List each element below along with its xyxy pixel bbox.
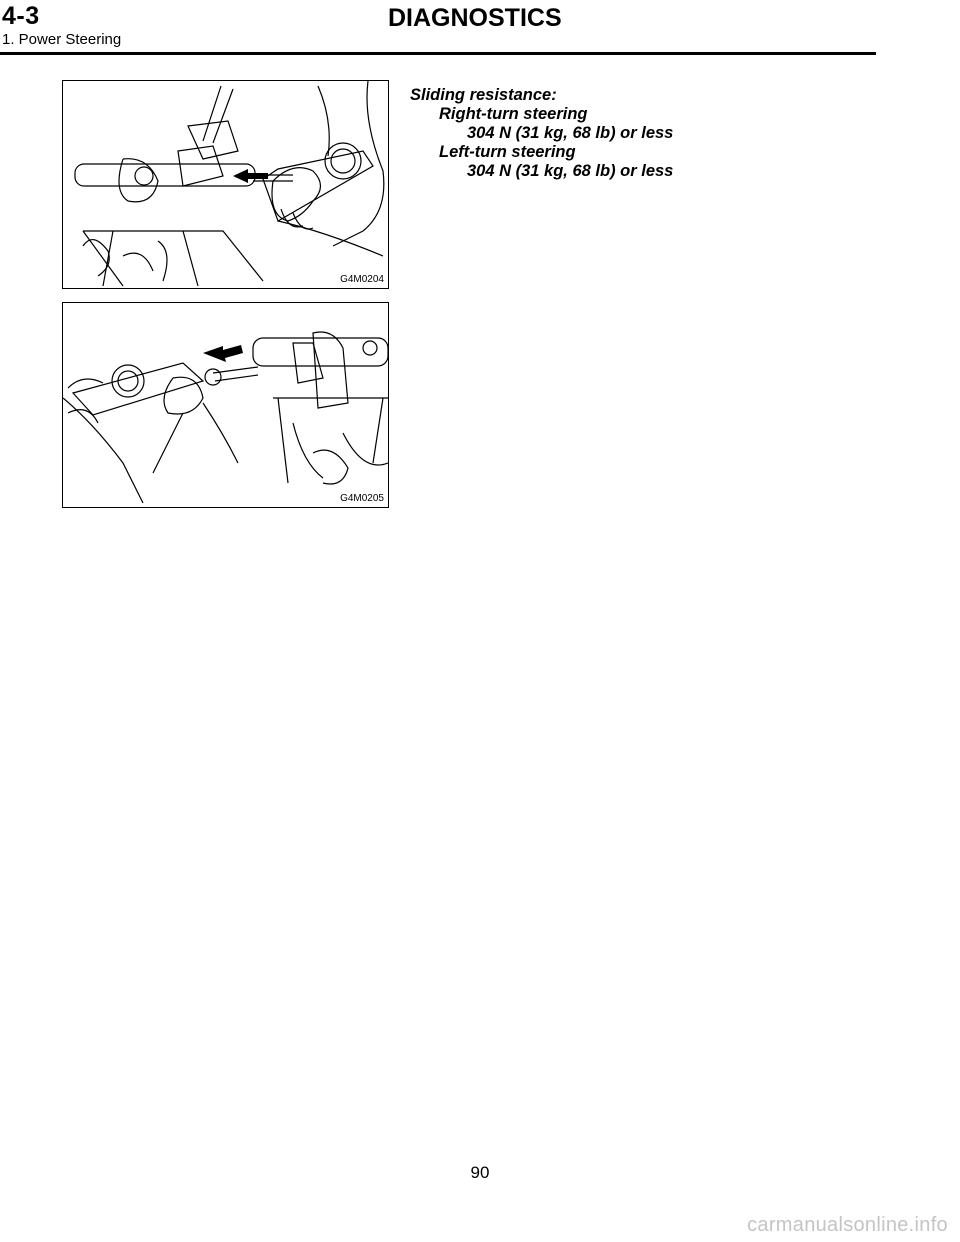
watermark: carmanualsonline.info	[747, 1214, 948, 1236]
spec-left-label: Left-turn steering	[439, 143, 576, 161]
page-number: 90	[470, 1163, 490, 1182]
steering-gearbox-push-gauge-illustration	[63, 303, 388, 507]
spec-right-value: 304 N (31 kg, 68 lb) or less	[467, 124, 674, 142]
figure-code: G4M0204	[340, 274, 384, 285]
figure-g4m0205	[62, 302, 389, 508]
figure-g4m0204	[62, 80, 389, 289]
subsection-title: 1. Power Steering	[2, 31, 122, 48]
spec-right-label: Right-turn steering	[439, 105, 588, 123]
spec-heading: Sliding resistance:	[410, 86, 557, 104]
header-rule	[0, 52, 876, 55]
steering-gearbox-pull-gauge-illustration	[63, 81, 388, 288]
spec-left-value: 304 N (31 kg, 68 lb) or less	[467, 162, 674, 180]
section-title: DIAGNOSTICS	[388, 4, 562, 32]
figure-code: G4M0205	[340, 493, 384, 504]
section-code: 4-3	[2, 2, 40, 30]
